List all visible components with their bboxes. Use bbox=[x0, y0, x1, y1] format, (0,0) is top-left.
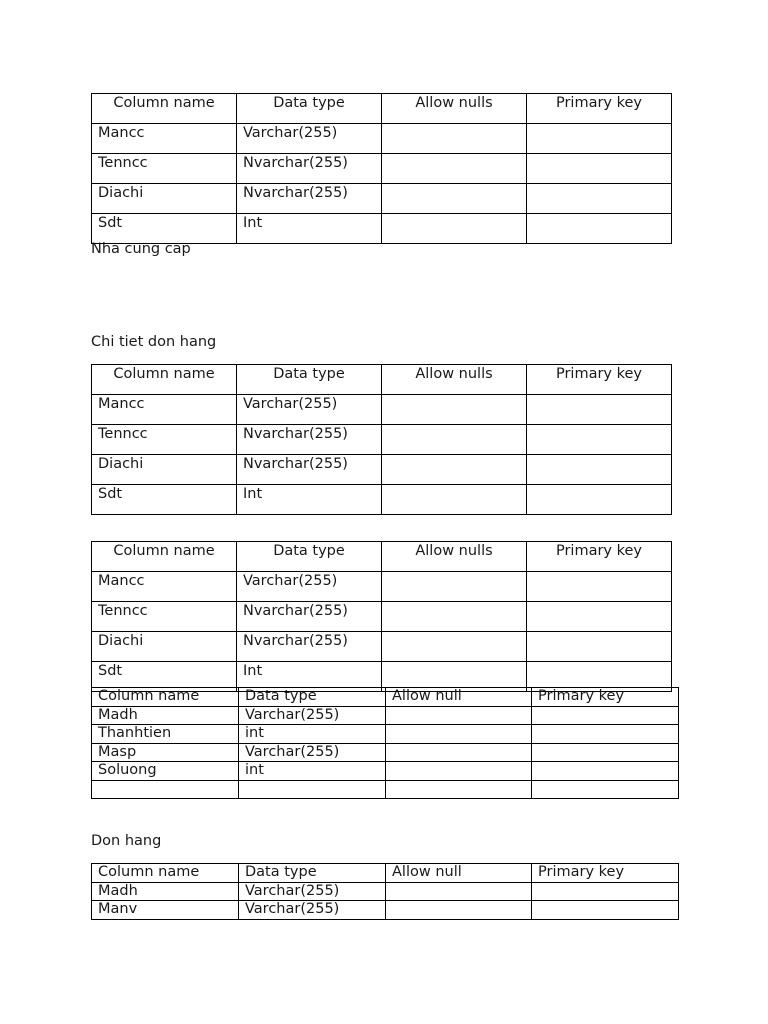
table-cell: Varchar(255) bbox=[237, 395, 382, 425]
table-cell bbox=[527, 572, 672, 602]
caption-chi-tiet-don-hang: Chi tiet don hang bbox=[91, 334, 217, 350]
table-cell bbox=[386, 743, 532, 762]
column-header: Allow nulls bbox=[382, 542, 527, 572]
schema-table bbox=[91, 687, 679, 799]
table-cell bbox=[532, 762, 679, 781]
table-cell: Nvarchar(255) bbox=[237, 602, 382, 632]
column-header: Column name bbox=[92, 688, 239, 707]
table-cell bbox=[527, 455, 672, 485]
table-header-row bbox=[92, 688, 679, 707]
table-cell: Tenncc bbox=[92, 154, 237, 184]
column-header: Data type bbox=[237, 542, 382, 572]
table-cell bbox=[386, 901, 532, 920]
table-cell: Sdt bbox=[92, 214, 237, 244]
table-row bbox=[92, 124, 672, 154]
table-cell bbox=[386, 725, 532, 744]
table-cell bbox=[382, 154, 527, 184]
column-header: Data type bbox=[239, 864, 386, 883]
column-header: Primary key bbox=[527, 365, 672, 395]
column-header: Primary key bbox=[527, 542, 672, 572]
table-cell bbox=[527, 425, 672, 455]
table-row bbox=[92, 632, 672, 662]
caption-nha-cung-cap: Nha cung cap bbox=[91, 241, 191, 257]
table-header-row bbox=[92, 864, 679, 883]
table-cell: Int bbox=[237, 485, 382, 515]
table-cell: Tenncc bbox=[92, 602, 237, 632]
table-cell bbox=[527, 184, 672, 214]
table-cell bbox=[382, 602, 527, 632]
table-cell: Sdt bbox=[92, 485, 237, 515]
column-header: Allow nulls bbox=[382, 365, 527, 395]
table-cell bbox=[532, 725, 679, 744]
column-header: Data type bbox=[237, 94, 382, 124]
table-row bbox=[92, 901, 679, 920]
table-row bbox=[92, 425, 672, 455]
table-cell bbox=[527, 124, 672, 154]
schema-table bbox=[91, 541, 672, 692]
column-header: Column name bbox=[92, 542, 237, 572]
table-cell bbox=[532, 882, 679, 901]
table-cell bbox=[527, 632, 672, 662]
table-block-3 bbox=[91, 541, 672, 692]
table-cell: Thanhtien bbox=[92, 725, 239, 744]
table-cell bbox=[386, 762, 532, 781]
table-cell: Varchar(255) bbox=[239, 901, 386, 920]
table-row bbox=[92, 455, 672, 485]
table-row bbox=[92, 602, 672, 632]
table-cell: Nvarchar(255) bbox=[237, 425, 382, 455]
table-cell bbox=[382, 572, 527, 602]
table-cell bbox=[527, 154, 672, 184]
table-cell bbox=[382, 395, 527, 425]
table-cell bbox=[527, 395, 672, 425]
table-cell bbox=[382, 184, 527, 214]
table-row bbox=[92, 762, 679, 781]
table-block-5 bbox=[91, 863, 679, 920]
table-cell: int bbox=[239, 762, 386, 781]
table-cell: Diachi bbox=[92, 455, 237, 485]
table-cell: Int bbox=[237, 662, 382, 692]
table-cell: Mancc bbox=[92, 124, 237, 154]
column-header: Allow null bbox=[386, 688, 532, 707]
table-cell bbox=[532, 901, 679, 920]
table-cell bbox=[532, 706, 679, 725]
schema-table bbox=[91, 364, 672, 515]
table-header-row bbox=[92, 542, 672, 572]
table-cell: Diachi bbox=[92, 632, 237, 662]
table-cell bbox=[532, 780, 679, 799]
table-row bbox=[92, 780, 679, 799]
table-cell: Madh bbox=[92, 706, 239, 725]
table-cell bbox=[382, 425, 527, 455]
table-cell: int bbox=[239, 725, 386, 744]
table-cell: Nvarchar(255) bbox=[237, 632, 382, 662]
table-cell: Soluong bbox=[92, 762, 239, 781]
table-cell: Int bbox=[237, 214, 382, 244]
table-cell bbox=[239, 780, 386, 799]
table-cell bbox=[386, 882, 532, 901]
table-header-row bbox=[92, 365, 672, 395]
table-cell bbox=[532, 743, 679, 762]
table-cell: Varchar(255) bbox=[239, 743, 386, 762]
table-row bbox=[92, 214, 672, 244]
table-cell bbox=[527, 602, 672, 632]
table-cell bbox=[382, 632, 527, 662]
table-cell: Sdt bbox=[92, 662, 237, 692]
column-header: Allow nulls bbox=[382, 94, 527, 124]
schema-table bbox=[91, 93, 672, 244]
column-header: Allow null bbox=[386, 864, 532, 883]
table-cell: Diachi bbox=[92, 184, 237, 214]
table-cell bbox=[92, 780, 239, 799]
table-row bbox=[92, 184, 672, 214]
schema-table bbox=[91, 863, 679, 920]
column-header: Column name bbox=[92, 864, 239, 883]
column-header: Primary key bbox=[527, 94, 672, 124]
table-cell: Madh bbox=[92, 882, 239, 901]
table-cell: Nvarchar(255) bbox=[237, 455, 382, 485]
table-cell: Varchar(255) bbox=[239, 882, 386, 901]
table-cell bbox=[527, 214, 672, 244]
column-header: Data type bbox=[237, 365, 382, 395]
table-cell: Varchar(255) bbox=[237, 124, 382, 154]
table-cell bbox=[382, 455, 527, 485]
table-row bbox=[92, 154, 672, 184]
table-block-2 bbox=[91, 364, 672, 515]
table-row bbox=[92, 395, 672, 425]
table-cell bbox=[386, 706, 532, 725]
table-cell bbox=[386, 780, 532, 799]
table-cell bbox=[382, 124, 527, 154]
caption-don-hang: Don hang bbox=[91, 833, 162, 849]
column-header: Column name bbox=[92, 365, 237, 395]
table-cell: Varchar(255) bbox=[239, 706, 386, 725]
table-cell: Mancc bbox=[92, 395, 237, 425]
table-block-1 bbox=[91, 93, 672, 244]
table-block-4 bbox=[91, 687, 679, 799]
table-cell: Nvarchar(255) bbox=[237, 154, 382, 184]
table-cell: Masp bbox=[92, 743, 239, 762]
table-row bbox=[92, 725, 679, 744]
table-row bbox=[92, 882, 679, 901]
table-cell: Varchar(255) bbox=[237, 572, 382, 602]
table-cell: Tenncc bbox=[92, 425, 237, 455]
table-row bbox=[92, 706, 679, 725]
table-cell bbox=[527, 485, 672, 515]
table-cell bbox=[382, 214, 527, 244]
table-cell: Mancc bbox=[92, 572, 237, 602]
table-header-row bbox=[92, 94, 672, 124]
table-row bbox=[92, 743, 679, 762]
column-header: Column name bbox=[92, 94, 237, 124]
table-cell: Nvarchar(255) bbox=[237, 184, 382, 214]
table-cell bbox=[382, 485, 527, 515]
column-header: Primary key bbox=[532, 688, 679, 707]
column-header: Primary key bbox=[532, 864, 679, 883]
column-header: Data type bbox=[239, 688, 386, 707]
table-row bbox=[92, 485, 672, 515]
table-cell: Manv bbox=[92, 901, 239, 920]
table-row bbox=[92, 572, 672, 602]
